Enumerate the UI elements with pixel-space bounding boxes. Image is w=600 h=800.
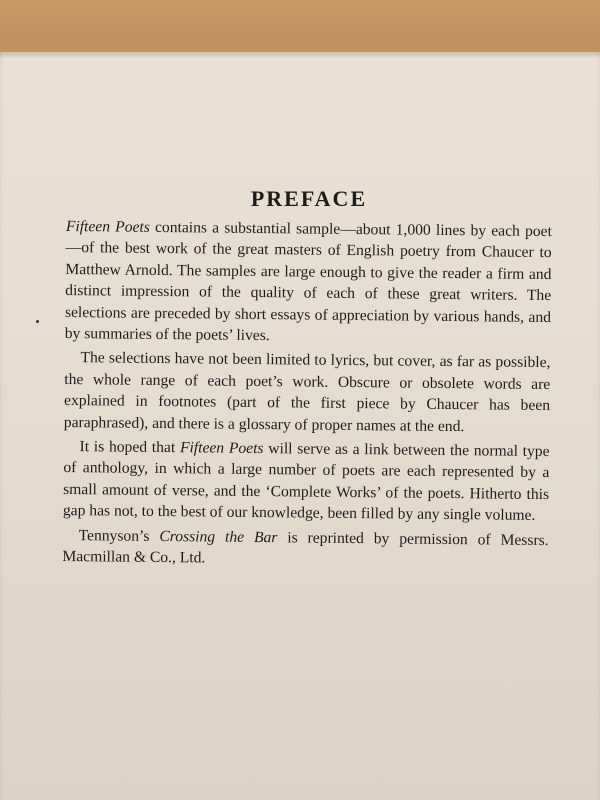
paragraph-4-text-before: Tennyson’s xyxy=(78,526,160,545)
preface-body xyxy=(62,216,552,576)
page-top-edge xyxy=(0,52,600,58)
paragraph-2 xyxy=(64,347,551,438)
ink-speck xyxy=(36,320,39,323)
paragraph-3-text-after: will serve as a link between the normal type of anthology, in which a large number of poets are each represented by a small amount of verse, and the ‘Complete Works’ of the poets. Hitherto this gap has not, to the best of our knowledge, been filled by any single volume. xyxy=(62,440,550,525)
paragraph-3 xyxy=(63,436,550,527)
paragraph-4-text-after: is reprinted by permission of Messrs. Macmillan & Co., Ltd. xyxy=(62,528,549,567)
book-title-italic: Fifteen Poets xyxy=(179,439,264,458)
paragraph-1 xyxy=(65,216,552,350)
paragraph-3-text-before: It is hoped that xyxy=(79,438,181,457)
paragraph-1-text: contains a substantial sample—about 1,000 lines by each poet—of the best work of the great masters of English poetry from Chaucer to Matthew Arnold. The samples are large enough to give the reader a firm and distinct impression of the quality of each of these great writers. The selections are preceded by short essays of appreciation by various hands, and by summaries of the poets’ lives. xyxy=(64,218,552,345)
book-title-italic: Fifteen Poets xyxy=(65,217,150,236)
poem-title-italic: Crossing the Bar xyxy=(159,527,278,546)
page-title: PREFACE xyxy=(250,186,368,211)
paragraph-4 xyxy=(62,525,548,573)
paragraph-2-text: The selections have not been limited to lyrics, but cover, as far as possible, the whole range of each poet’s work. Obscure or obsolete words are explained in footnotes (part of the first piece by Chaucer has been paraphrased), and there is a glossary of proper names at the end. xyxy=(63,349,551,435)
